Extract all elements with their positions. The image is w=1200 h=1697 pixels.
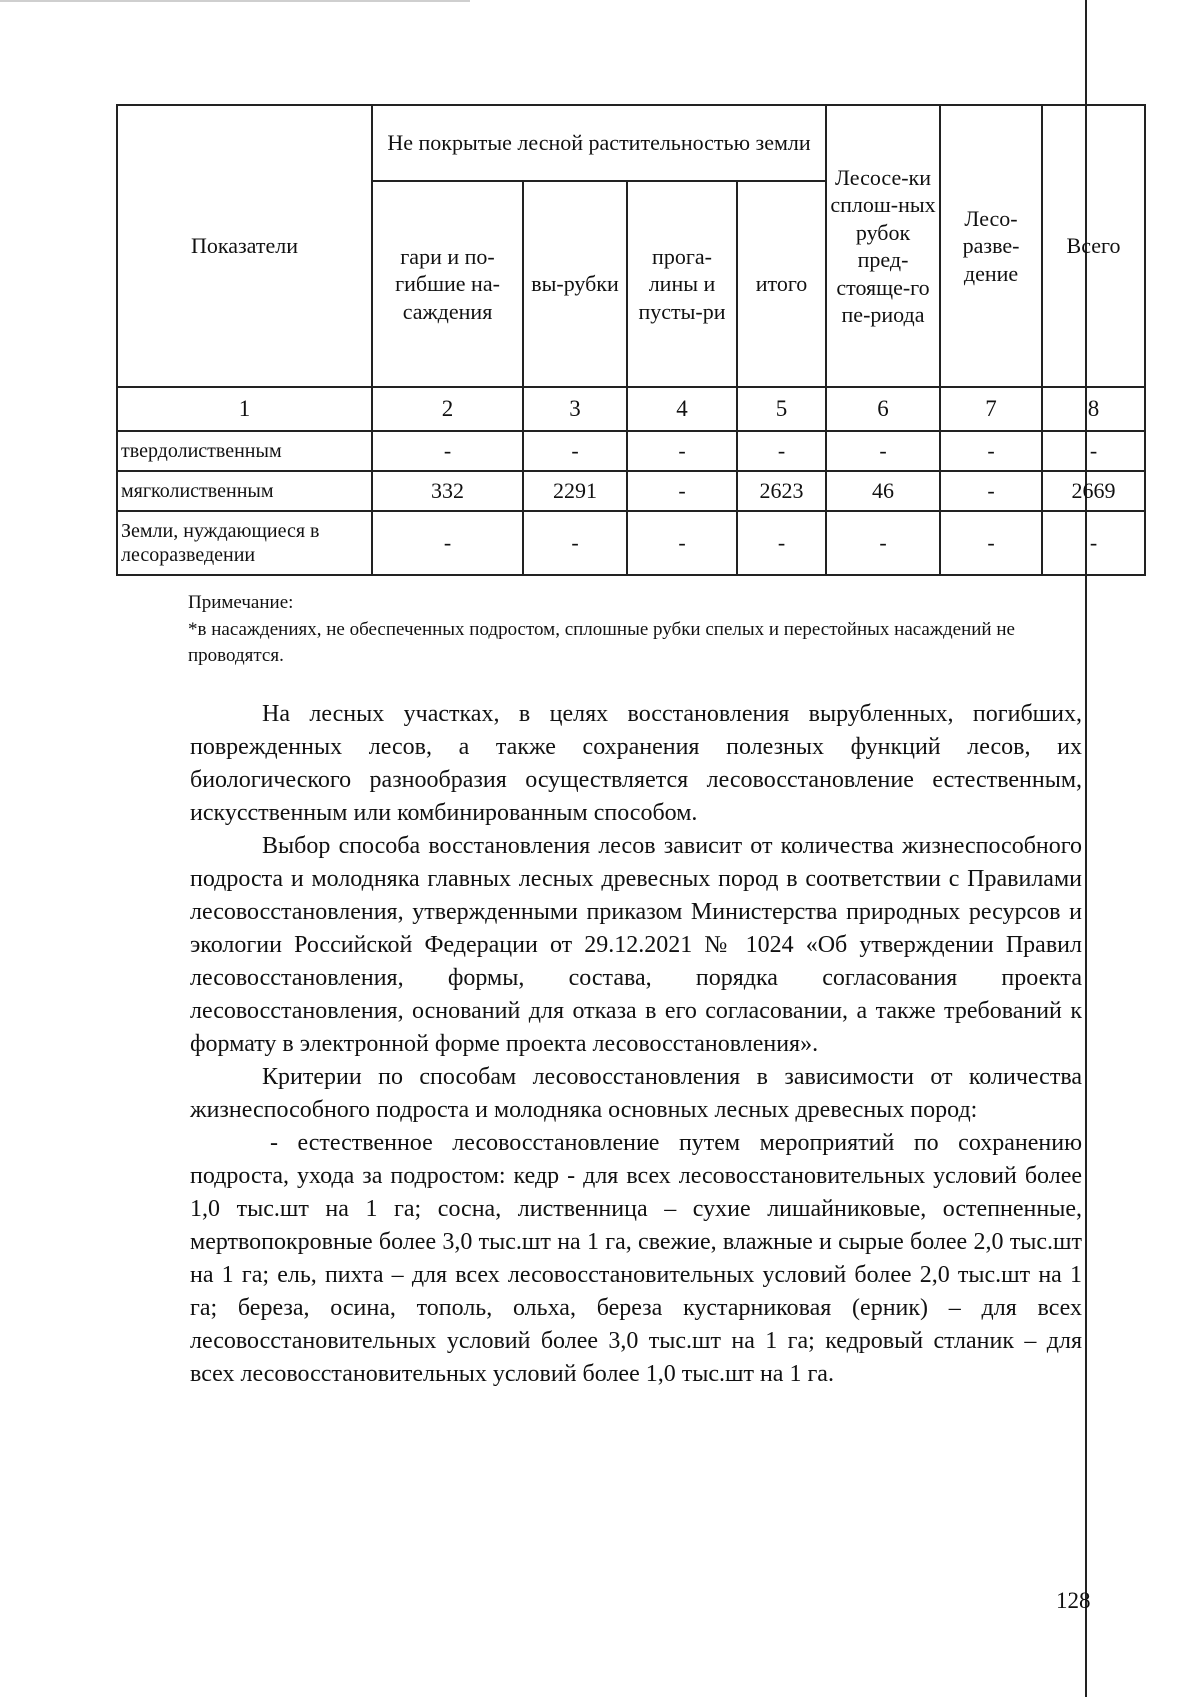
- table-row: [117, 511, 1145, 575]
- paragraph: Критерии по способам лесовосстановления в зависимости от количества жизнеспособного подроста и молодняка основных лесных древесных пород:: [190, 1064, 1082, 1123]
- note-text: *в насаждениях, не обеспеченных подростом, сплошные рубки спелых и перестойных насаждений не проводятся.: [188, 618, 1015, 667]
- column-number: 8: [1042, 387, 1145, 431]
- header-indicators: Показатели: [117, 105, 372, 387]
- table-row: [117, 431, 1145, 471]
- table-cell: -: [1042, 511, 1145, 575]
- column-number: 2: [372, 387, 523, 431]
- row-label: твердолиственным: [117, 431, 372, 471]
- column-number: 3: [523, 387, 627, 431]
- column-number: 7: [940, 387, 1042, 431]
- table-cell: 332: [372, 471, 523, 511]
- table-cell: -: [826, 431, 940, 471]
- table-cell: -: [940, 511, 1042, 575]
- paragraph: Выбор способа восстановления лесов зависит от количества жизнеспособного подроста и молодняка главных лесных древесных пород в соответствии с Правилами лесовосстановления, утвержденными приказом Министерства природных ресурсов и экологии Российской Федерации от 29.12.2021 № 1024 «Об утверждении Правил лесовосстановления, формы, состава, порядка согласования проекта лесовосстановления, оснований для отказа в его согласовании, а также требований к формату в электронной форме проекта лесовосстановления».: [190, 833, 1082, 1057]
- note-title: Примечание:: [188, 592, 294, 613]
- scan-edge-top: [0, 0, 470, 2]
- table-cell: -: [372, 511, 523, 575]
- column-number: 1: [117, 387, 372, 431]
- header-total: итого: [737, 181, 826, 387]
- header-not-covered: Не покрытые лесной растительностью земли: [372, 105, 826, 181]
- table-cell: 46: [826, 471, 940, 511]
- column-number: 6: [826, 387, 940, 431]
- row-label: мягколиственным: [117, 471, 372, 511]
- table-cell: -: [940, 431, 1042, 471]
- table-cell: -: [826, 511, 940, 575]
- page-number: 128: [1056, 1588, 1091, 1613]
- header-clearcuts: вы-рубки: [523, 181, 627, 387]
- table-cell: 2669: [1042, 471, 1145, 511]
- table-row: [117, 471, 1145, 511]
- header-burned: гари и по-гибшие на-саждения: [372, 181, 523, 387]
- table-cell: -: [940, 471, 1042, 511]
- header-afforestation: Лесо-разве-дение: [940, 105, 1042, 387]
- table-cell: 2291: [523, 471, 627, 511]
- header-cutting-areas: Лесосе-ки сплош-ных рубок пред-стояще-го пе-риода: [826, 105, 940, 387]
- table-cell: 2623: [737, 471, 826, 511]
- table-cell: -: [737, 511, 826, 575]
- row-label: Земли, нуждающиеся в лесоразведении: [117, 511, 372, 575]
- table-cell: -: [523, 431, 627, 471]
- header-all: Всего: [1042, 105, 1145, 387]
- table-cell: -: [627, 471, 737, 511]
- body-text: [190, 698, 1082, 1391]
- paragraph-list-item: - естественное лесовосстановление путем мероприятий по сохранению подроста, ухода за подростом: кедр - для всех лесовосстановительных условий более 1,0 тыс.шт на 1 га; сосна, лиственница – сухие лишайниковые, остепненные, мертвопокровные более 3,0 тыс.шт на 1 га, свежие, влажные и сырые более 2,0 тыс.шт на 1 га; ель, пихта – для всех лесовосстановительных условий более 2,0 тыс.шт на 1 га; береза, осина, тополь, ольха, береза кустарниковая (ерник) – для всех лесовосстановительных условий более 3,0 тыс.шт на 1 га; кедровый стланик – для всех лесовосстановительных условий более 1,0 тыс.шт на 1 га.: [190, 1130, 1082, 1387]
- column-number: 5: [737, 387, 826, 431]
- table-cell: -: [627, 511, 737, 575]
- table-cell: -: [523, 511, 627, 575]
- table-cell: -: [372, 431, 523, 471]
- table-cell: -: [627, 431, 737, 471]
- column-number: 4: [627, 387, 737, 431]
- table-cell: -: [737, 431, 826, 471]
- table-cell: -: [1042, 431, 1145, 471]
- header-glades: прога-лины и пусты-ри: [627, 181, 737, 387]
- paragraph: На лесных участках, в целях восстановления вырубленных, погибших, поврежденных лесов, а также сохранения полезных функций лесов, их биологического разнообразия осуществляется лесовосстановление естественным, искусственным или комбинированным способом.: [190, 701, 1082, 826]
- table-note: [188, 590, 1088, 670]
- land-table: [116, 104, 1146, 576]
